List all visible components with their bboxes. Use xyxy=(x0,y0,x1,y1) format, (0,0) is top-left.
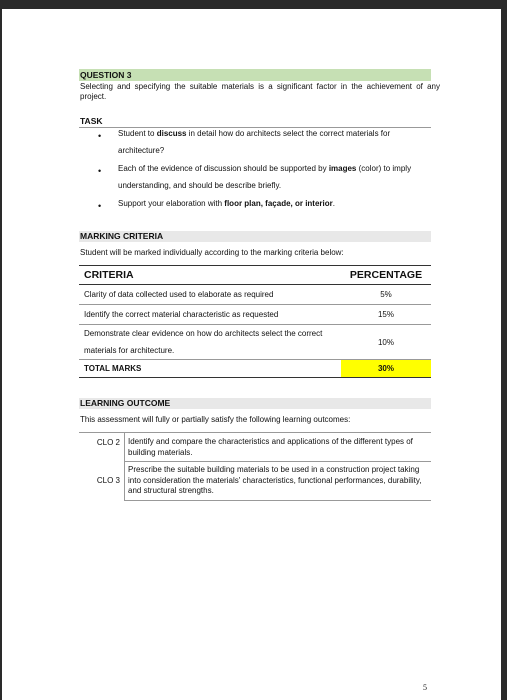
bullet-icon: • xyxy=(98,131,102,141)
learning-outcome-divider xyxy=(79,432,431,433)
table-row xyxy=(79,462,431,501)
table-row xyxy=(79,285,431,305)
clo-description: Prescribe the suitable building materials to be used in a construction project taking into consideration the materials' characteristics, functional performances, durability, and structural strengths. xyxy=(125,462,432,501)
document-page xyxy=(2,9,501,700)
clo-code: CLO 3 xyxy=(96,475,120,485)
percentage-cell: 15% xyxy=(341,305,431,325)
total-row xyxy=(79,360,431,378)
clo-description: Identify and compare the characteristics and applications of the different types of building materials. xyxy=(125,433,432,462)
criteria-cell: Identify the correct material characteristic as requested xyxy=(79,305,341,325)
task-bullet-1: Student to discuss in detail how do architects select the correct materials for architecture? xyxy=(118,129,391,155)
learning-outcome-intro: This assessment will fully or partially satisfy the following learning outcomes: xyxy=(80,415,351,424)
percentage-cell: 5% xyxy=(341,285,431,305)
table-header-row xyxy=(79,266,431,285)
marking-criteria-intro: Student will be marked individually according to the marking criteria below: xyxy=(80,248,344,257)
question-intro: Selecting and specifying the suitable materials is a significant factor in the achievement of any project. xyxy=(80,82,440,101)
marking-criteria-table xyxy=(79,265,431,378)
task-bullet-2: Each of the evidence of discussion should be supported by images (color) to imply understanding, and should be describe briefly. xyxy=(118,164,412,190)
criteria-cell: Demonstrate clear evidence on how do architects select the correct materials for architecture. xyxy=(79,325,341,360)
task-heading: TASK xyxy=(80,116,103,126)
learning-outcome-heading: LEARNING OUTCOME xyxy=(79,398,431,409)
total-value: 30% xyxy=(341,360,431,378)
learning-outcome-table xyxy=(79,432,431,501)
clo-code: CLO 2 xyxy=(96,437,120,447)
question-title: QUESTION 3 xyxy=(79,69,431,81)
criteria-cell: Clarity of data collected used to elaborate as required xyxy=(79,285,341,305)
marking-criteria-heading: MARKING CRITERIA xyxy=(79,231,431,242)
percentage-cell: 10% xyxy=(341,325,431,360)
table-row xyxy=(79,305,431,325)
table-row xyxy=(79,325,431,360)
bullet-icon: • xyxy=(98,201,102,211)
task-bullet-3: Support your elaboration with floor plan, façade, or interior. xyxy=(118,199,335,208)
total-label: TOTAL MARKS xyxy=(79,360,341,378)
page-number: 5 xyxy=(423,683,427,692)
table-row xyxy=(79,433,431,462)
bullet-icon: • xyxy=(98,166,102,176)
percentage-column-header: PERCENTAGE xyxy=(341,266,431,285)
criteria-column-header: CRITERIA xyxy=(79,266,341,285)
